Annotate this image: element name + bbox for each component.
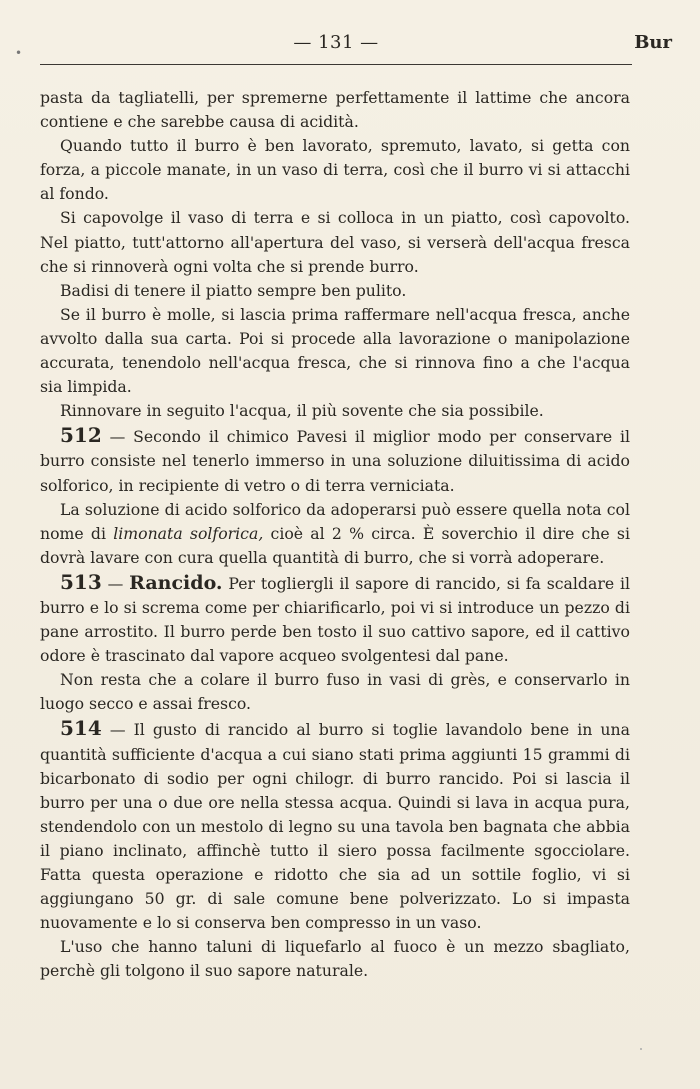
paragraph: pasta da tagliatelli, per spremerne perfettamente il lattime che ancora contiene e che sarebbe causa di acidità.	[40, 88, 630, 132]
section-number: 513	[60, 569, 102, 594]
paragraph: Rinnovare in seguito l'acqua, il più sovente che sia possibile.	[60, 401, 544, 421]
section-text: — Il gusto di rancido al burro si toglie lavandolo bene in una quantità sufficiente d'acqua a cui siano stati prima aggiunti 15 grammi di bicarbonato di sodio per ogni chilogr. di burro rancido. Poi si lascia il burro per una o due ore nella stessa acqua. Quindi si lava in acqua pura, stendendolo con un mestolo di legno su una tavola ben bagnata che abbia il piano inclinato, affinchè tutto il siero possa facilmente sgocciolare. Fatta questa operazione e ridotto che sia ad un sottile foglio, vi si aggiungano 50 gr. di sale comune bene polverizzato. Lo si impasta nuovamente e lo si conserva ben compresso in un vaso.	[40, 720, 630, 933]
paragraph: Quando tutto il burro è ben lavorato, spremuto, lavato, si getta con forza, a piccole manate, in un vaso di terra, così che il burro vi si attacchi al fondo.	[40, 136, 630, 204]
section-text: — Secondo il chimico Pavesi il miglior modo per conservare il burro consiste nel tenerlo immerso in una soluzione diluitissima di acido solforico, in recipiente di vetro o di terra verniciata.	[40, 427, 630, 495]
margin-dot: •	[15, 46, 23, 60]
paragraph	[40, 498, 630, 570]
paragraph: L'uso che hanno taluni di liquefarlo al fuoco è un mezzo sbagliato, perchè gli tolgono il suo sapore naturale.	[40, 937, 630, 981]
paragraph: Badisi di tenere il piatto sempre ben pulito.	[60, 280, 407, 300]
section-514	[40, 716, 630, 935]
paragraph: Si capovolge il vaso di terra e si colloca in un piatto, così capovolto. Nel piatto, tutt'attorno all'apertura del vaso, si verserà dell'acqua fresca che si rinnoverà ogni volta che si prende burro.	[40, 208, 630, 276]
header-rule	[40, 64, 632, 65]
section-513	[40, 570, 630, 668]
section-512	[40, 423, 630, 497]
page-number: — 131 —	[293, 32, 379, 53]
paragraph: Non resta che a colare il burro fuso in vasi di grès, e conservarlo in luogo secco e assai fresco.	[40, 670, 630, 714]
section-dash: —	[101, 573, 130, 593]
paragraph-text: La soluzione di acido solforico da adoperarsi può essere quella nota col nome di	[40, 499, 630, 543]
page-header	[40, 32, 672, 62]
running-head: Bur	[634, 32, 672, 53]
section-text: Per togliergli il sapore di rancido, si fa scaldare il burro e lo si screma come per chiarificarlo, poi vi si introduce un pezzo di pane arrostito. Il burro perde ben tosto il suo cattivo sapore, ed il cattivo odore è trascinato dal vapore acqueo svolgentesi dal pane.	[40, 573, 630, 666]
paragraph: Se il burro è molle, si lascia prima raffermare nell'acqua fresca, anche avvolto dalla sua carta. Poi si procede alla lavorazione o manipolazione accurata, tenendolo nell'acqua fresca, che si rinnova fino a che l'acqua sia limpida.	[40, 304, 630, 397]
italic-term: limonata solforica,	[113, 523, 264, 543]
paper-speck	[640, 1048, 642, 1050]
section-number: 512	[60, 423, 102, 448]
paragraph-text: cioè al 2 % circa. È soverchio il dire che si dovrà lavare con cura quella quantità di burro, che si vorrà adoperare.	[40, 523, 630, 567]
section-heading: Rancido.	[129, 571, 223, 594]
body-text	[40, 86, 630, 983]
section-number: 514	[60, 716, 102, 741]
